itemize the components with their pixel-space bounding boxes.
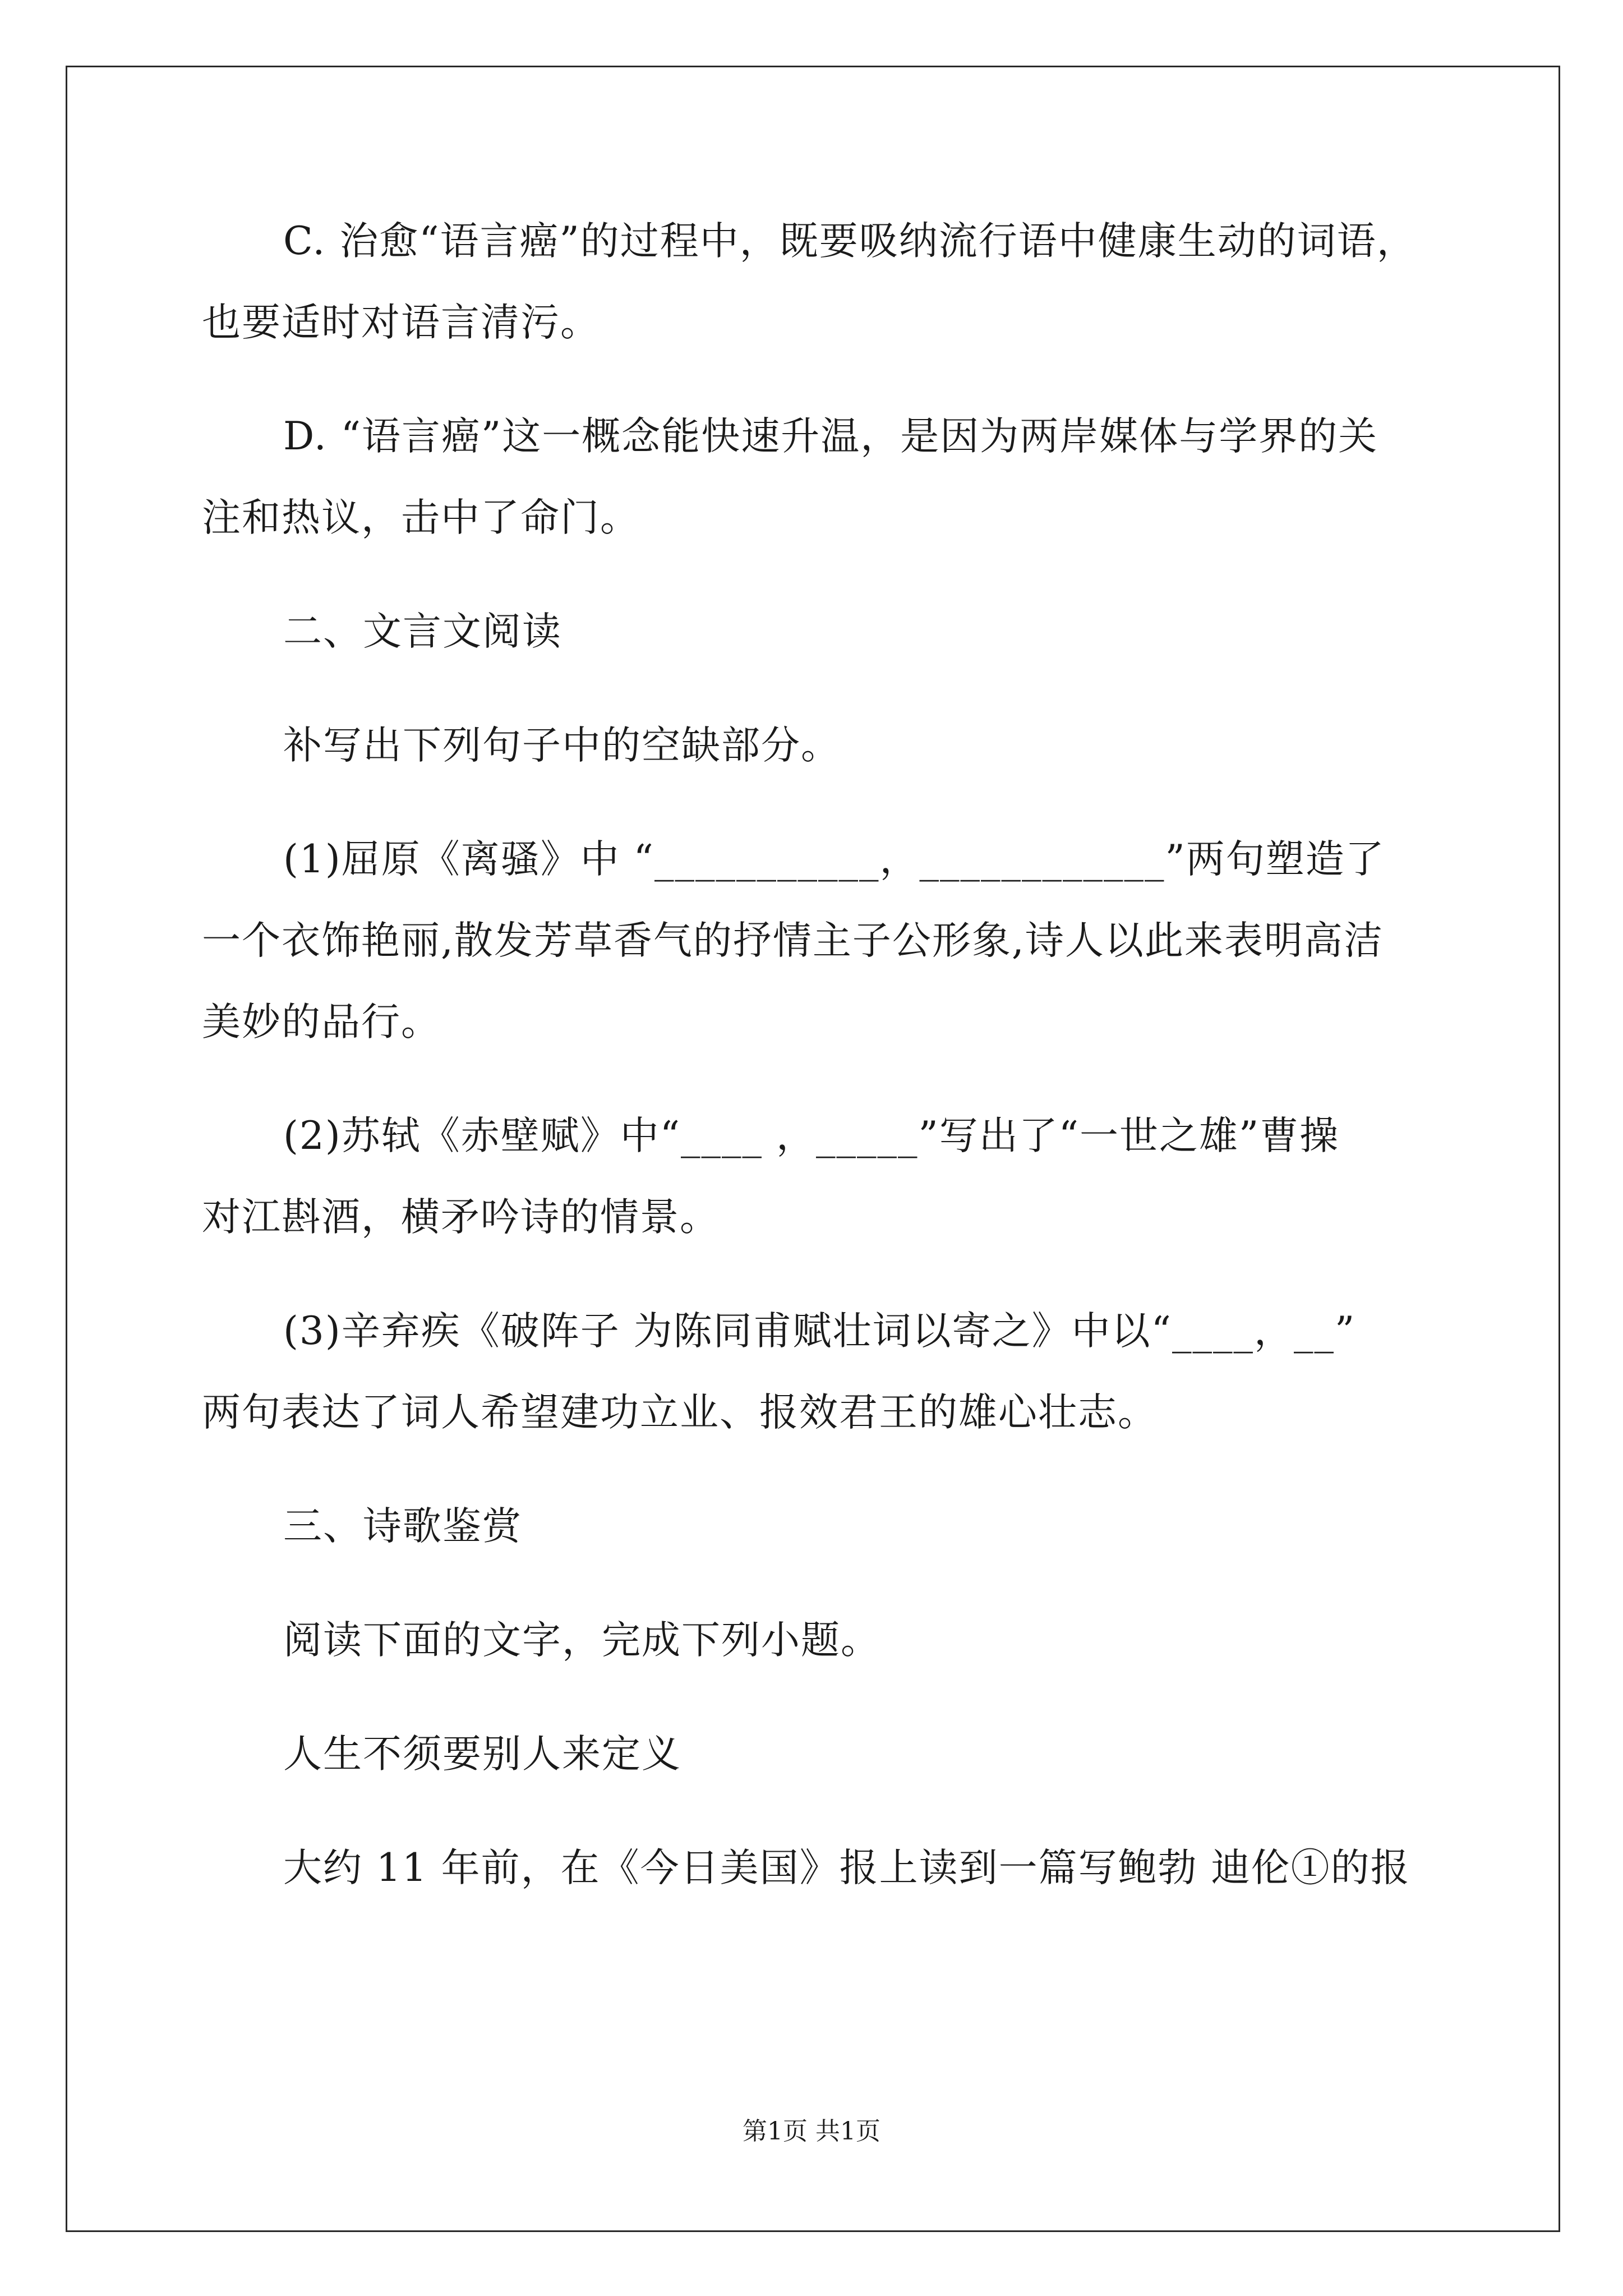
option-d-line-2: 注和热议，击中了命门。 (202, 495, 640, 540)
section-heading-classical-chinese: 二、文言文阅读 (283, 609, 562, 654)
question-1-line-1: (1)屈原《离骚》中 “___________，____________”两句塑造了 (283, 837, 1385, 882)
article-paragraph-line-1: 大约 11 年前，在《今日美国》报上读到一篇写鲍勃 迪伦①的报 (283, 1846, 1410, 1890)
question-1-line-2: 一个衣饰艳丽,散发芳草香气的抒情主子公形象,诗人以此来表明高洁 (202, 918, 1384, 963)
question-3-line-2: 两句表达了词人希望建功立业、报效君王的雄心壮志。 (202, 1390, 1158, 1435)
question-2-line-2: 对江斟酒，横矛吟诗的情景。 (202, 1195, 720, 1240)
question-2-line-1: (2)苏轼《赤壁赋》中“____ ，_____”写出了“一世之雄”曹操 (283, 1114, 1340, 1158)
instruction-fill-blanks: 补写出下列句子中的空缺部分。 (283, 723, 841, 768)
question-3-line-1: (3)辛弃疾《破阵子 为陈同甫赋壮词以寄之》中以“____，__” (283, 1309, 1356, 1354)
instruction-read-text: 阅读下面的文字，完成下列小题。 (283, 1618, 880, 1663)
option-c-line-1: C. 治愈“语言癌”的过程中，既要吸纳流行语中健康生动的词语， (283, 219, 1417, 264)
page-footer: 第1页 共1页 (743, 2117, 880, 2146)
article-title: 人生不须要别人来定义 (283, 1732, 681, 1777)
option-d-line-1: D. “语言癌”这一概念能快速升温，是因为两岸媒体与学界的关 (283, 414, 1378, 459)
option-c-line-2: 也要适时对语言清污。 (202, 300, 600, 345)
section-heading-poetry: 三、诗歌鉴赏 (283, 1504, 522, 1549)
question-1-line-3: 美妙的品行。 (202, 1000, 441, 1045)
